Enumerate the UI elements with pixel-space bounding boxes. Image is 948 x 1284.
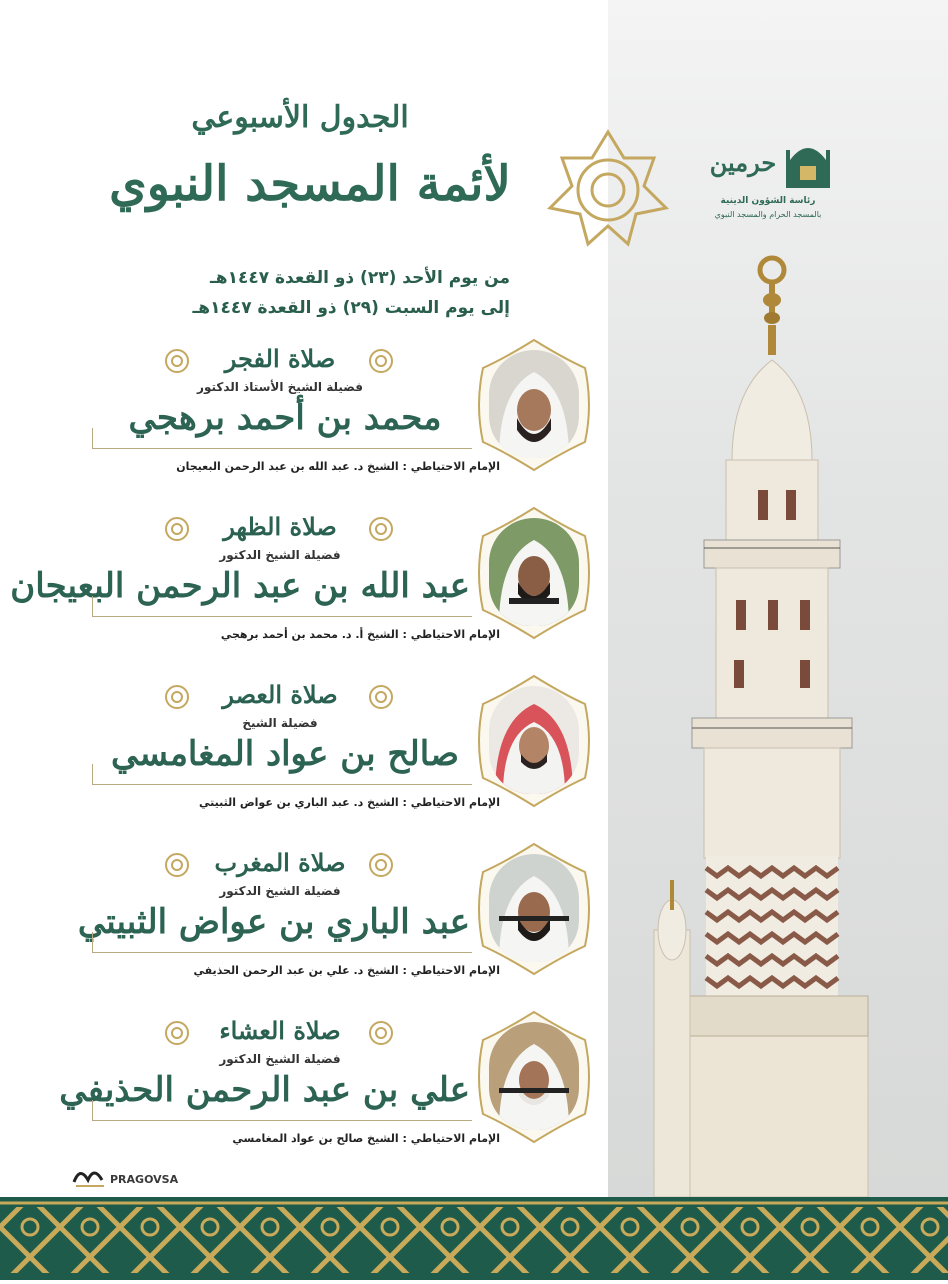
divider-hook bbox=[92, 764, 103, 784]
title-line2: لأئمة المسجد النبوي bbox=[109, 156, 511, 212]
reserve-imam: الإمام الاحتياطي : الشيخ د. عبد الباري بن عواض الثبيتي bbox=[199, 796, 500, 809]
imam-name: عبد الباري بن عواض الثبيتي bbox=[77, 902, 470, 942]
imam-portrait bbox=[489, 854, 579, 962]
reserve-imam: الإمام الاحتياطي : الشيخ د. علي بن عبد الرحمن الحذيفي bbox=[193, 964, 500, 977]
divider-line bbox=[92, 616, 472, 617]
prayer-name: صلاة الظهر bbox=[223, 512, 337, 541]
imam-name: صالح بن عواد المغامسي bbox=[111, 734, 459, 774]
divider-hook bbox=[92, 932, 103, 952]
imam-portrait bbox=[489, 686, 579, 794]
divider-line bbox=[92, 952, 472, 953]
prayer-asr bbox=[0, 680, 608, 840]
divider-line bbox=[92, 1120, 472, 1121]
mosque-emblem-icon bbox=[784, 136, 832, 192]
imam-honorific: فضيلة الشيخ bbox=[242, 716, 318, 730]
date-from: من يوم الأحد (٢٣) ذو القعدة ١٤٤٧هـ bbox=[209, 268, 510, 288]
title-line1: الجدول الأسبوعي bbox=[191, 100, 409, 135]
prayer-name: صلاة المغرب bbox=[214, 848, 346, 877]
reserve-imam: الإمام الاحتياطي : الشيخ أ. د. محمد بن أحمد برهجي bbox=[220, 628, 500, 641]
divider-hook bbox=[92, 596, 103, 616]
imam-name: عبد الله بن عبد الرحمن البعيجان bbox=[10, 566, 470, 606]
haramain-logo bbox=[700, 130, 840, 230]
imam-honorific: فضيلة الشيخ الدكتور bbox=[219, 548, 341, 562]
logo-line1: رئاسة الشؤون الدينية bbox=[720, 196, 816, 206]
divider-hook bbox=[92, 1100, 103, 1120]
watermark-text: PRAGOVSA bbox=[110, 1173, 179, 1186]
logo-line2: بالمسجد الحرام والمسجد النبوي bbox=[714, 210, 822, 219]
reserve-imam: الإمام الاحتياطي : الشيخ د. عبد الله بن عبد الرحمن البعيجان bbox=[176, 460, 500, 473]
divider-line bbox=[92, 448, 472, 449]
prayer-isha bbox=[0, 1016, 608, 1176]
geometric-star-ornament bbox=[546, 128, 670, 252]
prayer-maghrib bbox=[0, 848, 608, 1008]
divider-line bbox=[92, 784, 472, 785]
prayer-name: صلاة الفجر bbox=[224, 344, 336, 373]
imam-honorific: فضيلة الشيخ الدكتور bbox=[219, 1052, 341, 1066]
prayer-fajr bbox=[0, 344, 608, 504]
date-to: إلى يوم السبت (٢٩) ذو القعدة ١٤٤٧هـ bbox=[192, 298, 510, 318]
imam-portrait bbox=[489, 350, 579, 458]
prayer-name: صلاة العصر bbox=[222, 680, 338, 709]
imam-portrait bbox=[489, 518, 579, 626]
imam-portrait bbox=[489, 1022, 579, 1130]
imam-name: علي بن عبد الرحمن الحذيفي bbox=[59, 1070, 470, 1110]
reserve-imam: الإمام الاحتياطي : الشيخ صالح بن عواد المغامسي bbox=[232, 1132, 500, 1145]
imam-honorific: فضيلة الشيخ الدكتور bbox=[219, 884, 341, 898]
divider-hook bbox=[92, 428, 103, 448]
logo-name: حرمين bbox=[709, 148, 777, 177]
imam-honorific: فضيلة الشيخ الأستاذ الدكتور bbox=[197, 380, 363, 394]
prayer-name: صلاة العشاء bbox=[219, 1016, 341, 1045]
lattice-pattern bbox=[0, 1197, 948, 1280]
prayer-dhuhr bbox=[0, 512, 608, 672]
imam-name: محمد بن أحمد برهجي bbox=[128, 398, 442, 438]
decorative-band bbox=[0, 1197, 948, 1280]
